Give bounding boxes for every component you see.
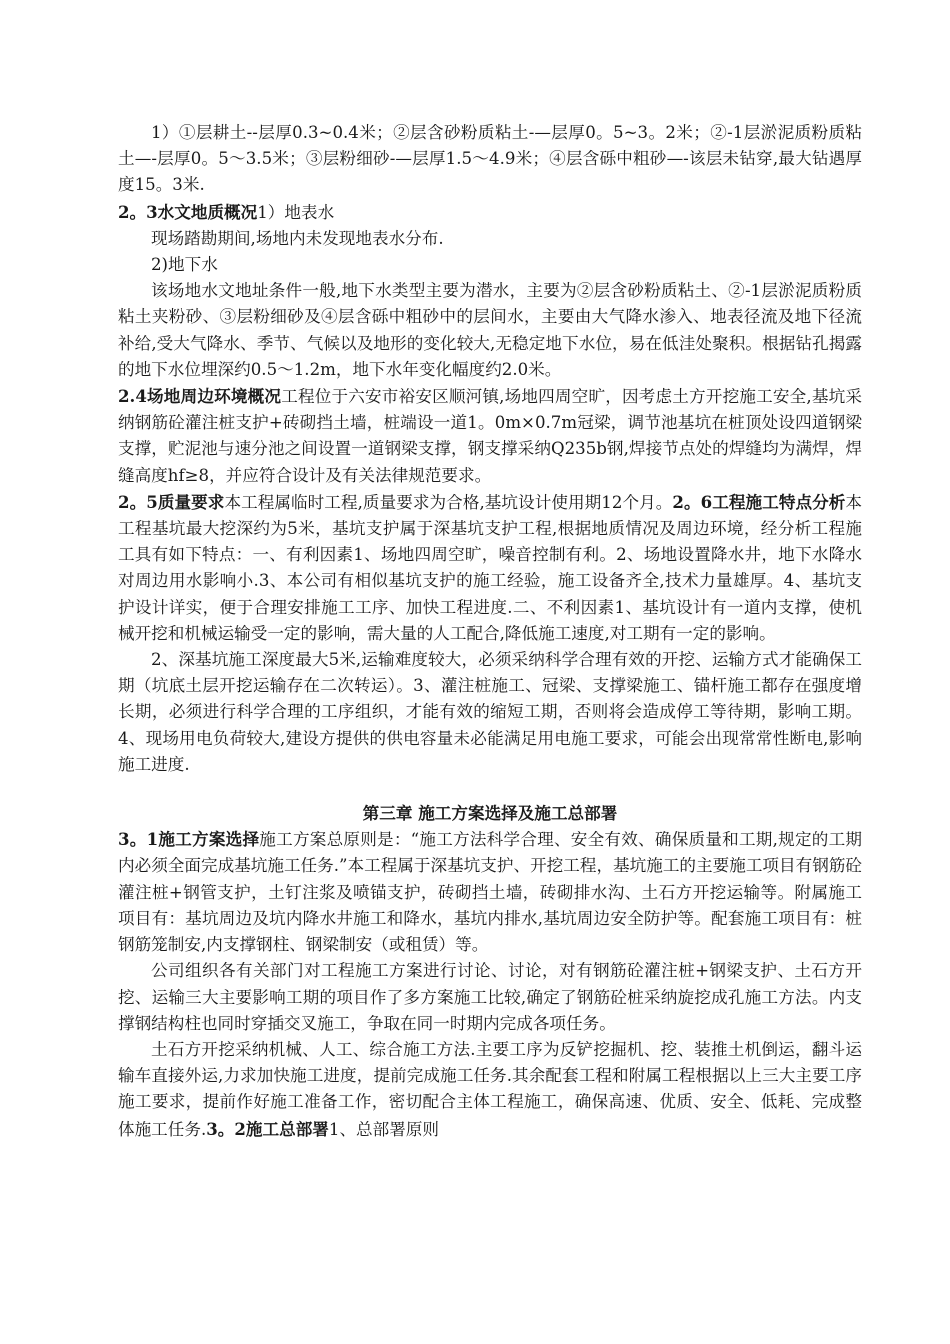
section-2-6-paragraph-2: 2、深基坑施工深度最大5米,运输难度较大，必须采纳科学合理有效的开挖、运输方式才能确保工期（坑底土层开挖运输存在二次转运）。3、灌注桩施工、冠梁、支撑梁施工、锚杆施工都存在强度增长期，必须进行科学合理的工序组织，才能有效的缩短工期，否则将会造成停工等待期，影响工期。4、现场用电负荷较大,建设方提供的供电容量未必能满足用电施工要求，可能会出现常常性断电,影响施工进度. [118,650,862,774]
section-3-2-heading: 3。2施工总部署 [206,1118,329,1139]
section-3-1-text: 施工方案总原则是：“施工方法科学合理、安全有效、确保质量和工期,规定的工期内必须全面完成基坑施工任务.”本工程属于深基坑支护、开挖工程，基坑施工的主要施工项目有钢筋砼灌注桩+钢管支护，土钉注浆及喷锚支护，砖砌挡土墙，砖砌排水沟、土石方开挖运输等。附属施工项目有：基坑周边及坑内降水井施工和降水，基坑内排水,基坑周边安全防护等。配套施工项目有：桩钢筋笼制安,内支撑钢柱、钢梁制安（或租赁）等。 [118,830,862,955]
surface-water-paragraph: 现场踏勘期间,场地内未发现地表水分布. [151,228,444,248]
chapter-3-title: 第三章 施工方案选择及施工总部署 [362,803,618,824]
section-2-5-heading: 2。5质量要求 [118,491,225,512]
groundwater-subheading: 2)地下水 [151,255,218,275]
section-2-3-heading: 2。3水文地质概况 [118,201,258,222]
section-2-4-text: 工程位于六安市裕安区顺河镇,场地四周空旷，因考虑土方开挖施工安全,基坑采纳钢筋砼灌注桩支护+砖砌挡土墙，桩端设一道1。0m×0.7m冠梁，调节池基坑在桩顶处设四道钢梁支撑，贮泥池与速分池之间设置一道钢梁支撑，钢支撑采纳Q235b钢,焊接节点处的焊缝均为满焊，焊缝高度hf≥8，并应符合设计及有关法律规范要求。 [118,387,862,485]
section-2-5-2-6 [118,489,862,647]
section-2-6-text: 本工程基坑最大挖深约为5米，基坑支护属于深基坑支护工程,根据地质情况及周边环境，经分析工程施工具有如下特点：一、有利因素1、场地四周空旷，噪音控制有利。2、场地设置降水井，地下水降水对周边用水影响小.3、本公司有相似基坑支护的施工经验，施工设备齐全,技术力量雄厚。4、基坑支护设计详实，便于合理安排施工工序、加快工程进度.二、不利因素1、基坑设计有一道内支撑，使机械开挖和机械运输受一定的影响，需大量的人工配合,降低施工速度,对工期有一定的影响。 [118,492,863,643]
surface-water-subheading: 1）地表水 [257,202,335,222]
section-2-3 [118,199,862,226]
groundwater-paragraph: 该场地水文地址条件一般,地下水类型主要为潜水，主要为②层含砂粉质粘土、②-1层淤泥质粉质粘土夹粉砂、③层粉细砂及④层含砾中粗砂中的层间水，主要由大气降水渗入、地表径流及地下径流补给,受大气降水、季节、气候以及地形的变化较大,无稳定地下水位，易在低洼处聚积。根据钻孔揭露的地下水位埋深约0.5～1.2m，地下水年变化幅度约2.0米。 [118,281,862,379]
section-3-1-paragraph-3 [118,1037,862,1143]
section-2-4-heading: 2.4场地周边环境概况 [118,386,282,407]
section-2-5-text: 本工程属临时工程,质量要求为合格,基坑设计使用期12个月。 [224,492,673,512]
section-2-4 [118,383,862,489]
section-3-1 [118,826,862,958]
section-3-1-paragraph-3-text: 土石方开挖采纳机械、人工、综合施工方法.主要工序为反铲挖掘机、挖、装推土机倒运，翻斗运输车直接外运,力求加快施工进度，提前完成施工任务.其余配套工程和附属工程根据以上三大主要工序施工要求，提前作好施工准备工作，密切配合主体工程施工，确保高速、优质、安全、低耗、完成整体施工任务. [118,1039,862,1139]
section-3-1-heading: 3。1施工方案选择 [118,829,260,850]
soil-layers-paragraph: 1）①层耕土--层厚0.3~0.4米；②层含砂粉质粘土-—层厚0。5~3。2米；②-1层淤泥质粉质粘土—-层厚0。5～3.5米；③层粉细砂-—层厚1.5～4.9米；④层含砾中粗砂—-该层未钻穿,最大钻遇厚度15。3米. [118,123,862,195]
section-3-1-paragraph-2: 公司组织各有关部门对工程施工方案进行讨论、讨论，对有钢筋砼灌注桩+钢梁支护、土石方开挖、运输三大主要影响工期的项目作了多方案施工比较,确定了钢筋砼桩采纳旋挖成孔施工方法。内支撑钢结构柱也同时穿插交叉施工，争取在同一时期内完成各项任务。 [118,961,862,1033]
document-body [118,120,862,1143]
section-3-2-text: 1、总部署原则 [328,1119,440,1139]
section-2-6-heading: 2。6工程施工特点分析 [672,491,846,512]
